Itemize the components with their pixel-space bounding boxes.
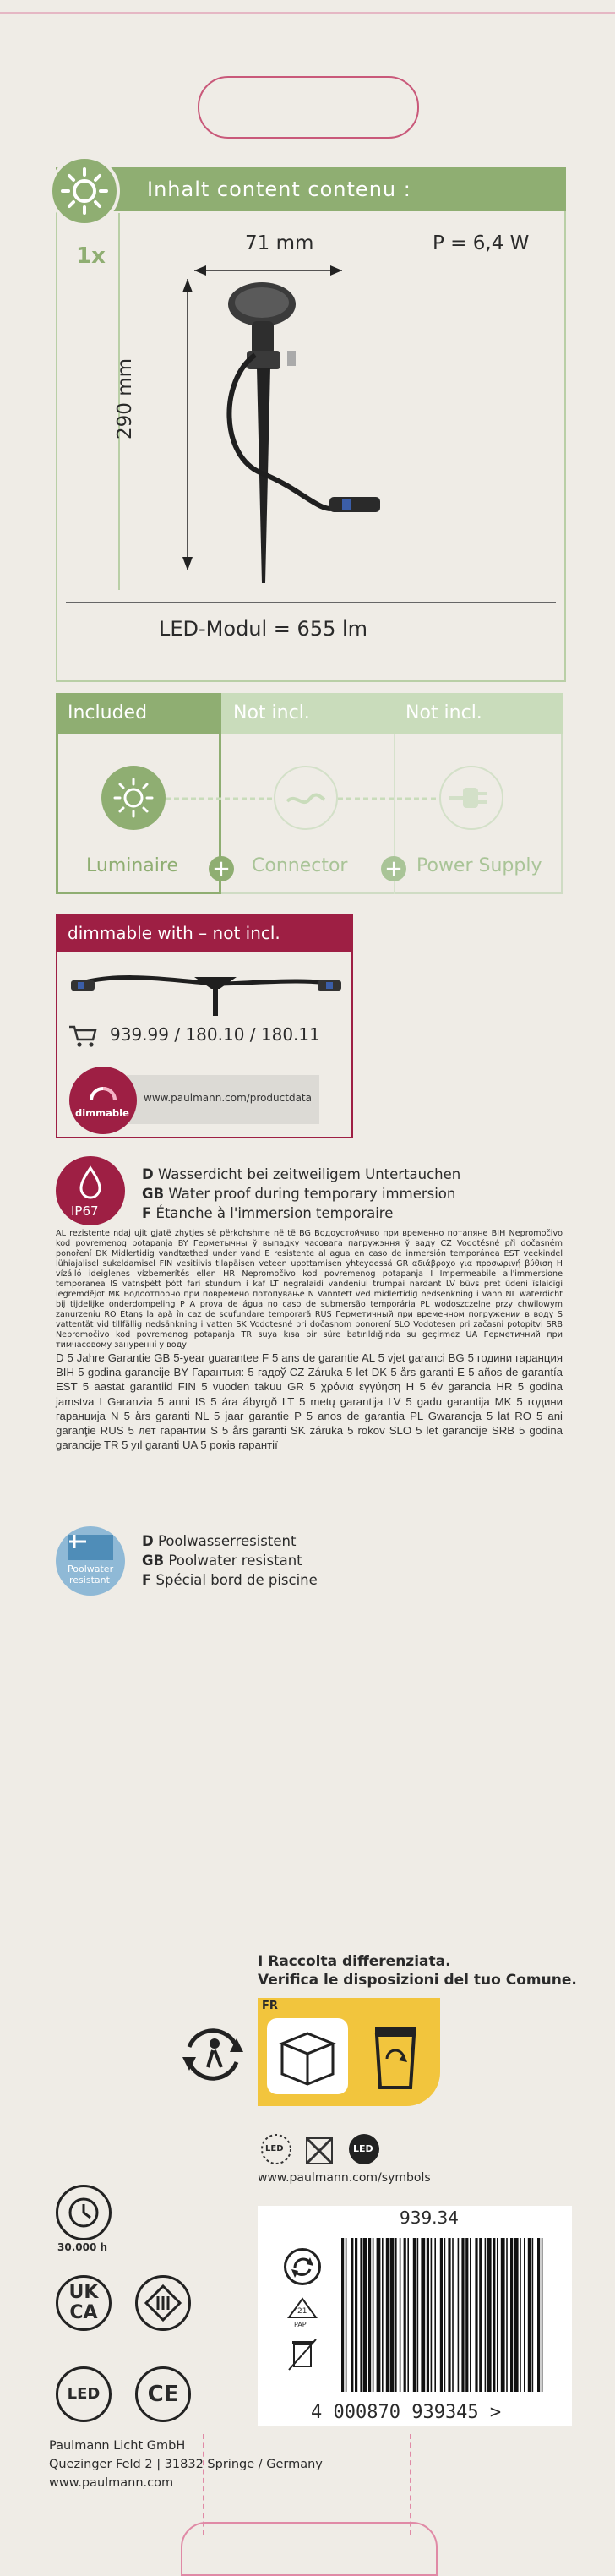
connector-label: Connector <box>252 855 348 876</box>
barcode-bar <box>368 2238 371 2392</box>
barcode-bar <box>537 2238 540 2392</box>
power-supply-icon <box>439 766 503 830</box>
barcode-bar <box>485 2238 487 2392</box>
company-name: Paulmann Licht GmbH <box>49 2439 186 2453</box>
barcode-bar <box>404 2238 406 2392</box>
barcode-bar <box>465 2238 468 2392</box>
ukca-mark: UK CA <box>56 2275 112 2331</box>
pool-line-d: D Poolwasserresistent <box>142 1533 297 1549</box>
content-header: Inhalt content contenu : <box>56 167 566 211</box>
fold-line <box>0 12 615 14</box>
barcode-bar <box>514 2238 519 2392</box>
bottom-tab-outline <box>181 2522 438 2576</box>
barcode-bar <box>413 2238 416 2392</box>
ip67-label: IP67 <box>71 1203 99 1219</box>
luminaire-label: Luminaire <box>86 855 178 876</box>
spotlight-image <box>203 270 389 583</box>
connection-dashes <box>166 794 444 803</box>
barcode-bar <box>487 2238 492 2392</box>
dimmable-badge-label: dimmable <box>75 1107 129 1119</box>
barcode-bar <box>461 2238 464 2392</box>
barcode-bar <box>510 2238 513 2392</box>
barcode-bar <box>479 2238 482 2392</box>
barcode-bar <box>458 2238 460 2392</box>
power-value: P = 6,4 W <box>433 232 530 254</box>
dimmable-badge <box>69 1067 137 1134</box>
barcode-bar <box>452 2238 454 2392</box>
barcode-bar <box>532 2238 534 2392</box>
barcode-bar <box>542 2238 543 2392</box>
recycling-line-1: I Raccolta differenziata. <box>258 1953 451 1970</box>
dimmer-cable-image <box>68 960 346 1019</box>
height-dimension: 290 mm <box>114 357 136 439</box>
plus-icon-2: + <box>381 856 406 881</box>
content-rule <box>66 602 556 603</box>
dimmable-header: dimmable with – not incl. <box>56 914 353 952</box>
barcode-bar <box>448 2238 450 2392</box>
barcode-digits: 4 000870 939345 > <box>311 2402 502 2423</box>
barcode-bar <box>407 2238 409 2392</box>
led-module: LED-Modul = 655 lm <box>159 617 368 641</box>
ip-line-f: F Étanche à l'immersion temporaire <box>142 1205 394 1221</box>
pool-line-f: F Spécial bord de piscine <box>142 1572 318 1588</box>
bottom-dash-line-2 <box>410 2434 411 2535</box>
ip-line-gb: GB Water proof during temporary immersion <box>142 1186 456 1202</box>
bottom-dash-line <box>203 2434 204 2535</box>
lifetime-icon <box>56 2185 112 2240</box>
article-number: 939.34 <box>400 2208 459 2228</box>
ce-mark: CE <box>135 2366 191 2422</box>
barcode-bar <box>382 2238 384 2392</box>
barcode-bar <box>395 2238 397 2392</box>
barcode-bar <box>497 2238 498 2392</box>
barcode-bar <box>400 2238 401 2392</box>
hang-tab-outline <box>198 76 419 139</box>
barcode-bar <box>444 2238 446 2392</box>
symbols-url: www.paulmann.com/symbols <box>258 2171 431 2185</box>
recycling-line-2: Verifica le disposizioni del tuo Comune. <box>258 1972 577 1989</box>
barcode-bar <box>377 2238 381 2392</box>
dimmable-url: www.paulmann.com/productdata <box>144 1092 312 1104</box>
barcode-bar <box>386 2238 389 2392</box>
barcode-bar <box>493 2238 495 2392</box>
barcode-bar <box>434 2238 436 2392</box>
barcode-bar <box>355 2238 357 2392</box>
led-symbol-label-1: LED <box>265 2144 284 2153</box>
barcode-bar <box>390 2238 395 2392</box>
barcode-bar <box>363 2238 367 2392</box>
poolwater-badge-text-1: Poolwater <box>68 1564 114 1575</box>
barcode-bar <box>501 2238 505 2392</box>
plus-icon-1: + <box>209 856 234 881</box>
sun-icon <box>49 156 120 226</box>
ip-translations: AL rezistente ndaj ujit gjatë zhytjes së përkohshme në të BG Водоустойчиво при временно потапяне BIH Nepromočivo kod povremenog potapanja BY Герметычны ў выпадку часовага пагружэння ў ваду CZ Vodotěsné při dočasném ponoření DK Midlertidig vandtæthed under vand E resistente al agua en caso de inmersión temporánea EST veekindel lühiajalisel sukeldamisel FIN vesitiivis tilapäisen veteen upottamisen yhteydessä GR αδιάβροχο για προσωρινή βύθιση H vízálló ideiglenes vízbemerítés ellen HR Nepromočivo kod povremenog potapanja I Impermeabile all'immersione temporanea IS vatnsþétt þótt fari stundum í kaf LT negralaidi vandeniui trumpai nardant LV būvs pret ūdeni īslaicīgi iegremdējot MK Водоотпорно при повремено потопување N Vanntett ved midlertidig nedsenkning i vann NL waterdicht bij tijdelijke onderdompeling P A prova de água no caso de submersão temporária PL wodoszczelne przy chwilowym zanurzeniu RO Etanş la apă în caz de scufundare temporară RUS Герметичный при временном погружении в воду S vattentät vid tillfällig nedsänkning i vatten SK Vodotesné pri dočasnom ponorení SLO Vodotesen pri začasni potopitvi SRB Nepromočivo kod povremenog potapanja TR suya kısa bir süre batırıldığında su geçirmez UA Герметичний при тимчасовому зануренні у воду <box>56 1229 563 1350</box>
recycle-icon <box>284 2248 321 2285</box>
bin-icon <box>358 2018 433 2094</box>
barcode-bar <box>346 2238 347 2392</box>
barcode-bar <box>431 2238 433 2392</box>
company-address: Quezinger Feld 2 | 31832 Springe / Germany <box>49 2458 323 2471</box>
quantity: 1x <box>76 243 106 269</box>
packaging-icon <box>267 2018 348 2094</box>
barcode-bar <box>475 2238 477 2392</box>
barcode-bar <box>341 2238 344 2392</box>
pool-lines <box>142 1531 318 1590</box>
barcode-bar <box>520 2238 521 2392</box>
warranty-text: D 5 Jahre Garantie GB 5-year guarantee F 5 ans de garantie AL 5 vjet garanci BG 5 години гаранция BIH 5 godina garancije BY Гарантыя: 5 гадоў CZ Záruka 5 let DK 5 års garanti E 5 años de garantía EST 5 aastat garantiid FIN 5 vuoden takuu GR 5 χρόνια εγγύηση H 5 év garancia HR 5 godina jamstva I Garanzia 5 anni IS 5 ára ábyrgð LT 5 metų garantija LV 5 gadu garantija MK 5 години гаранција N 5 års garanti NL 5 jaar garantie P 5 anos de garantia PL Gwarancja 5 lat RO 5 ani garanţie RUS 5 лет гарантии S 5 års garanti SK záruka 5 rokov SLO 5 let garancije SRB 5 godina garancije TR 5 yıl garanti UA 5 років гарантії <box>56 1351 563 1452</box>
barcode-bar <box>524 2238 525 2392</box>
barcode-bar <box>421 2238 425 2392</box>
ip-line-d: D Wasserdicht bei zeitweiligem Untertauchen <box>142 1166 461 1182</box>
barcode-bar <box>440 2238 443 2392</box>
pool-line-gb: GB Poolwater resistant <box>142 1553 302 1569</box>
class-iii-icon <box>135 2275 191 2331</box>
lifetime-hours: 30.000 h <box>57 2241 108 2253</box>
included-header: Included <box>56 693 221 734</box>
barcode-bar <box>373 2238 374 2392</box>
barcode-bar <box>506 2238 508 2392</box>
barcode-bar <box>351 2238 353 2392</box>
fr-label: FR <box>262 2000 278 2012</box>
barcode-bar <box>528 2238 531 2392</box>
not-included-header-2: Not incl. <box>394 693 563 734</box>
led-mark: LED <box>56 2366 112 2422</box>
ean-barcode <box>338 2238 549 2399</box>
power-supply-label: Power Supply <box>416 855 542 876</box>
ip-lines <box>142 1165 581 1223</box>
cart-icon <box>68 1024 98 1051</box>
led-symbol-label-2: LED <box>353 2143 373 2154</box>
dimmer-article-numbers: 939.99 / 180.10 / 180.11 <box>110 1024 320 1045</box>
barcode-bar <box>470 2238 471 2392</box>
recycle-text: PAP <box>294 2321 307 2328</box>
company-web: www.paulmann.com <box>49 2476 174 2490</box>
barcode-bar <box>417 2238 419 2392</box>
luminaire-icon <box>101 766 166 830</box>
barcode-bar <box>427 2238 429 2392</box>
not-included-header-1: Not incl. <box>221 693 394 734</box>
triman-icon <box>172 2013 253 2098</box>
poolwater-badge-text-2: resistant <box>69 1575 110 1585</box>
recycle-code: 21 <box>297 2307 308 2316</box>
barcode-bar <box>360 2238 362 2392</box>
trash-icon <box>287 2338 318 2375</box>
width-dimension: 71 mm <box>245 232 314 254</box>
